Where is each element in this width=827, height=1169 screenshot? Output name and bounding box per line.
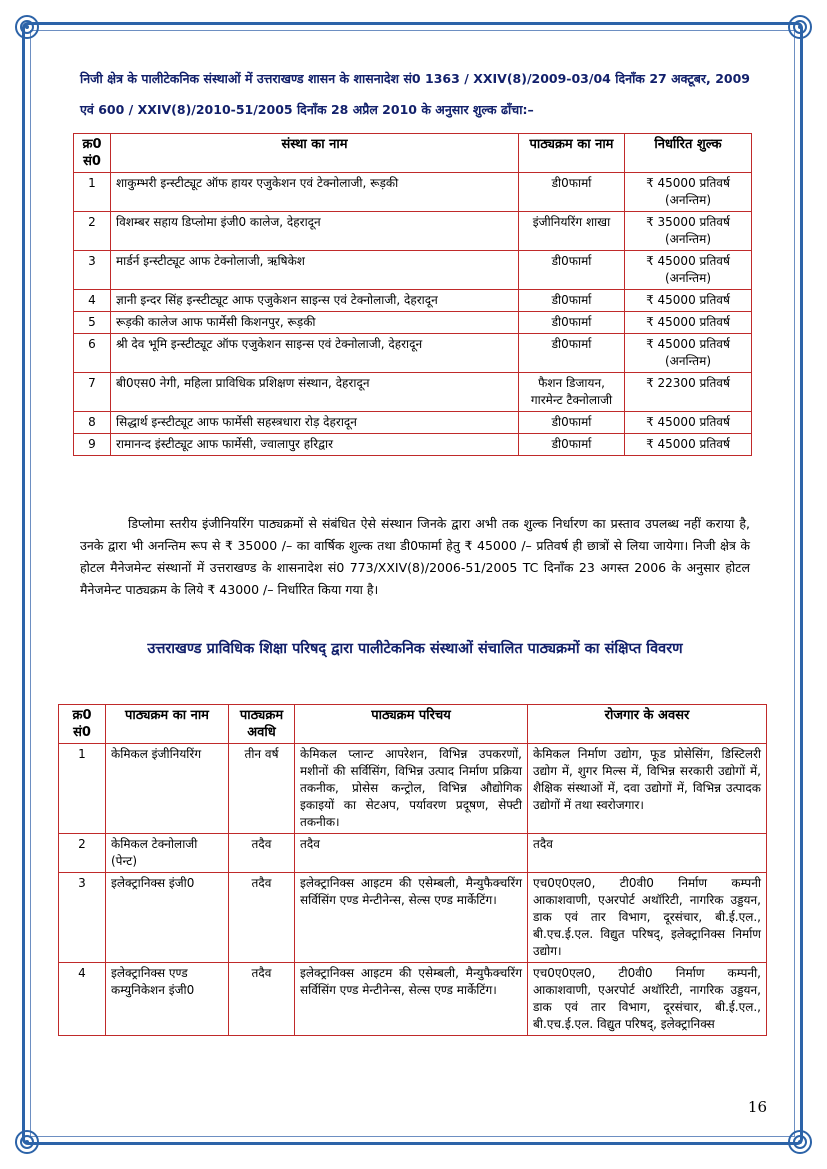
table-row xyxy=(74,373,752,412)
serial-cell: 4 xyxy=(74,290,111,312)
column-header: रोजगार के अवसर xyxy=(528,705,767,744)
table-row xyxy=(59,963,767,1036)
fee-cell: ₹ 35000 प्रतिवर्ष (अनन्तिम) xyxy=(625,212,752,251)
course-cell: डी0फार्मा xyxy=(519,412,625,434)
fee-structure-table xyxy=(73,133,752,456)
course-name-cell: इलेक्ट्रानिक्स इंजी0 xyxy=(106,873,229,963)
column-header: संस्था का नाम xyxy=(111,134,519,173)
fee-cell: ₹ 45000 प्रतिवर्ष (अनन्तिम) xyxy=(625,334,752,373)
serial-cell: 9 xyxy=(74,434,111,456)
course-name-cell: केमिकल टेक्नोलाजी (पेन्ट) xyxy=(106,834,229,873)
serial-cell: 7 xyxy=(74,373,111,412)
serial-cell: 3 xyxy=(59,873,106,963)
fee-cell: ₹ 22300 प्रतिवर्ष xyxy=(625,373,752,412)
intro-heading: निजी क्षेत्र के पालीटेकनिक संस्थाओं में उत्तराखण्ड शासन के शासनादेश सं0 1363 / XXIV(8)/2009-03/04 दिनाँक 27 अक्टूबर, 2009 एवं 600 / XXIV(8)/2010-51/2005 दिनाँक 28 अप्रैल 2010 के अनुसार शुल्क ढाँचा:– xyxy=(80,71,750,117)
column-header: क्र0 सं0 xyxy=(74,134,111,173)
course-cell: डी0फार्मा xyxy=(519,173,625,212)
serial-cell: 2 xyxy=(74,212,111,251)
corner-ornament-icon xyxy=(14,14,40,40)
institute-name-cell: विशम्बर सहाय डिप्लोमा इंजी0 कालेज, देहरादून xyxy=(111,212,519,251)
fee-cell: ₹ 45000 प्रतिवर्ष (अनन्तिम) xyxy=(625,173,752,212)
course-cell: डी0फार्मा xyxy=(519,251,625,290)
fee-cell: ₹ 45000 प्रतिवर्ष (अनन्तिम) xyxy=(625,251,752,290)
employment-cell: एच0ए0एल0, टी0वी0 निर्माण कम्पनी आकाशवाणी, एअरपोर्ट अथॉरिटी, नागरिक उड्डयन, डाक एवं तार विभाग, दूरसंचार, बी.ई.एल., बी.एच.ई.एल. विद्युत परिषद्, इलेक्ट्रानिक्स निर्माण उद्योग। xyxy=(528,873,767,963)
table-header-row xyxy=(59,705,767,744)
table-row xyxy=(74,212,752,251)
duration-cell: तदैव xyxy=(229,834,295,873)
institute-name-cell: बी0एस0 नेगी, महिला प्राविधिक प्रशिक्षण संस्थान, देहरादून xyxy=(111,373,519,412)
serial-cell: 5 xyxy=(74,312,111,334)
table-row xyxy=(59,834,767,873)
fee-note-paragraph: डिप्लोमा स्तरीय इंजीनियरिंग पाठ्यक्रमों से संबंधित ऐसे संस्थान जिनके द्वारा अभी तक शुल्क निर्धारण का प्रस्ताव उपलब्ध नहीं कराया है, उनके द्वारा भी अनन्तिम रूप से ₹ 35000 /– का वार्षिक शुल्क तथा डी0फार्मा हेतु ₹ 45000 /– प्रतिवर्ष ही छात्रों से लिया जायेगा। निजी क्षेत्र के होटल मैनेजमेन्ट संस्थानों में उत्तराखण्ड के शासनादेश सं0 773/XXIV(8)/2006-51/2005 TC दिनाँक 23 अगस्त 2006 के अनुसार होटल मैनेजमेन्ट पाठ्यक्रम के लिये ₹ 43000 /– निर्धारित किया गया है। xyxy=(80,516,750,597)
table-row xyxy=(74,434,752,456)
institute-name-cell: मार्डर्न इन्स्टीट्यूट आफ टेक्नोलाजी, ऋषिकेश xyxy=(111,251,519,290)
table-row xyxy=(74,173,752,212)
table-row xyxy=(74,312,752,334)
serial-cell: 3 xyxy=(74,251,111,290)
table-row xyxy=(74,334,752,373)
course-name-cell: केमिकल इंजीनियरिंग xyxy=(106,744,229,834)
institute-name-cell: श्री देव भूमि इन्स्टीट्यूट ऑफ एजुकेशन साइन्स एवं टेक्नोलाजी, देहरादून xyxy=(111,334,519,373)
course-cell: डी0फार्मा xyxy=(519,290,625,312)
table-row xyxy=(59,873,767,963)
institute-name-cell: सिद्धार्थ इन्स्टीट्यूट आफ फार्मेसी सहस्त्रधारा रोड़ देहरादून xyxy=(111,412,519,434)
column-header: पाठ्यक्रम का नाम xyxy=(106,705,229,744)
column-header: निर्धारित शुल्क xyxy=(625,134,752,173)
course-intro-cell: इलेक्ट्रानिक्स आइटम की एसेम्बली, मैन्युफैक्चरिंग सर्विसिंग एण्ड मेन्टीनेन्स, सेल्स एण्ड मार्केटिंग। xyxy=(295,963,528,1036)
table-row xyxy=(74,290,752,312)
corner-ornament-icon xyxy=(787,1129,813,1155)
serial-cell: 6 xyxy=(74,334,111,373)
duration-cell: तदैव xyxy=(229,963,295,1036)
course-intro-cell: इलेक्ट्रानिक्स आइटम की एसेम्बली, मैन्युफैक्चरिंग सर्विसिंग एण्ड मेन्टीनेन्स, सेल्स एण्ड मार्केटिंग। xyxy=(295,873,528,963)
institute-name-cell: रूड़की कालेज आफ फार्मेसी किशनपुर, रूड़की xyxy=(111,312,519,334)
table-header-row xyxy=(74,134,752,173)
serial-cell: 2 xyxy=(59,834,106,873)
table-row xyxy=(59,744,767,834)
corner-ornament-icon xyxy=(787,14,813,40)
course-cell: डी0फार्मा xyxy=(519,312,625,334)
column-header: पाठ्यक्रम अवधि xyxy=(229,705,295,744)
institute-name-cell: रामानन्द इंस्टीट्यूट आफ फार्मेसी, ज्वालापुर हरिद्वार xyxy=(111,434,519,456)
corner-ornament-icon xyxy=(14,1129,40,1155)
institute-name-cell: शाकुम्भरी इन्स्टीट्यूट ऑफ हायर एजुकेशन एवं टेक्नोलाजी, रूड़की xyxy=(111,173,519,212)
table-row xyxy=(74,251,752,290)
serial-cell: 1 xyxy=(74,173,111,212)
section-heading: उत्तराखण्ड प्राविधिक शिक्षा परिषद् द्वारा पालीटेकनिक संस्थाओं संचालित पाठ्यक्रमों का संक्षिप्त विवरण xyxy=(147,641,683,657)
column-header: पाठ्यक्रम परिचय xyxy=(295,705,528,744)
column-header: पाठ्यक्रम का नाम xyxy=(519,134,625,173)
course-name-cell: इलेक्ट्रानिक्स एण्ड कम्युनिकेशन इंजी0 xyxy=(106,963,229,1036)
course-cell: इंजीनियरिंग शाखा xyxy=(519,212,625,251)
course-cell: डी0फार्मा xyxy=(519,334,625,373)
course-cell: फैशन डिजायन, गारमेन्ट टैक्नोलाजी xyxy=(519,373,625,412)
fee-cell: ₹ 45000 प्रतिवर्ष xyxy=(625,312,752,334)
column-header: क्र0 सं0 xyxy=(59,705,106,744)
institute-name-cell: ज्ञानी इन्दर सिंह इन्स्टीट्यूट आफ एजुकेशन साइन्स एवं टेक्नोलाजी, देहरादून xyxy=(111,290,519,312)
page-number: 16 xyxy=(747,1098,767,1116)
duration-cell: तदैव xyxy=(229,873,295,963)
fee-cell: ₹ 45000 प्रतिवर्ष xyxy=(625,434,752,456)
course-details-table xyxy=(58,704,767,1036)
course-intro-cell: तदैव xyxy=(295,834,528,873)
employment-cell: एच0ए0एल0, टी0वी0 निर्माण कम्पनी, आकाशवाणी, एअरपोर्ट अथॉरिटी, नागरिक उड्डयन, डाक एवं तार विभाग, दूरसंचार, बी.ई.एल., बी.एच.ई.एल. विद्युत परिषद्, इलेक्ट्रानिक्स xyxy=(528,963,767,1036)
course-intro-cell: केमिकल प्लान्ट आपरेशन, विभिन्न उपकरणों, मशीनों की सर्विसिंग, विभिन्न उत्पाद निर्माण प्रक्रिया तकनीक, प्रोसेस कन्ट्रोल, विभिन्न औद्योगिक इकाइयों का सेटअप, पर्यावरण प्रदूषण, सेफ्टी तकनीक। xyxy=(295,744,528,834)
course-cell: डी0फार्मा xyxy=(519,434,625,456)
employment-cell: तदैव xyxy=(528,834,767,873)
serial-cell: 4 xyxy=(59,963,106,1036)
serial-cell: 8 xyxy=(74,412,111,434)
fee-cell: ₹ 45000 प्रतिवर्ष xyxy=(625,290,752,312)
employment-cell: केमिकल निर्माण उद्योग, फूड प्रोसेसिंग, डिस्टिलरी उद्योग में, शुगर मिल्स में, विभिन्न सरकारी उद्योगों में, शैक्षिक संस्थाओं में, दवा उद्योगों में, विभिन्न उत्पादक उद्योगों में तथा स्वरोजगार। xyxy=(528,744,767,834)
serial-cell: 1 xyxy=(59,744,106,834)
fee-cell: ₹ 45000 प्रतिवर्ष xyxy=(625,412,752,434)
table-row xyxy=(74,412,752,434)
duration-cell: तीन वर्ष xyxy=(229,744,295,834)
